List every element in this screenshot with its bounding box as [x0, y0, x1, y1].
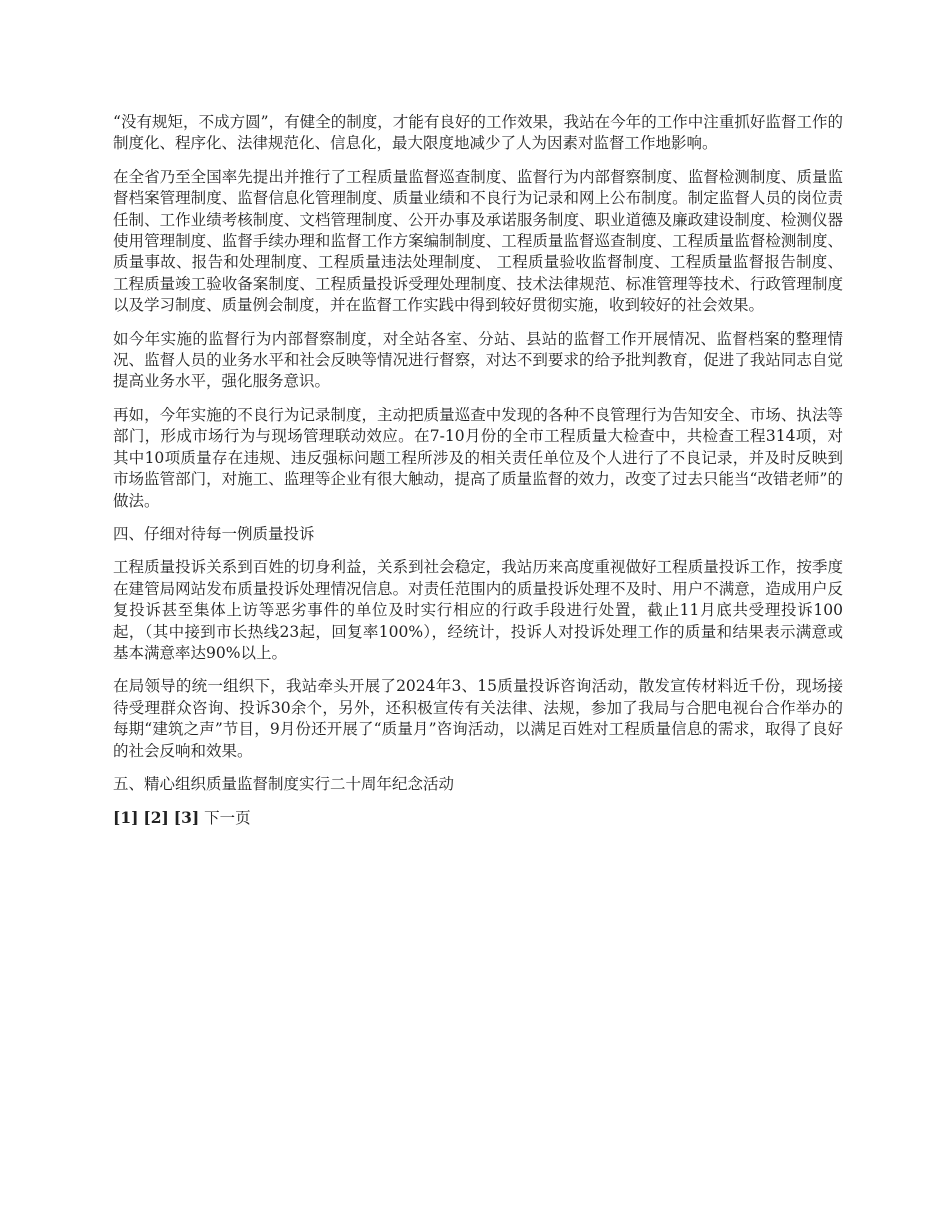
section-heading-5: 五、精心组织质量监督制度实行二十周年纪念活动	[113, 774, 455, 793]
next-page-link[interactable]: 下一页	[204, 809, 251, 828]
page-link-3[interactable]: [3]	[173, 808, 200, 828]
paragraph-bad-behavior: 再如，今年实施的不良行为记录制度，主动把质量巡查中发现的各种不良管理行为告知安全、市场、执法等部门，形成市场行为与现场管理联动效应。在7-10月份的全市工程质量大检查中，共检查工程314项，对其中10项质量存在违规、违反强标问题工程所涉及的相关责任单位及个人进行了不良记录，并及时反映到市场监管部门，对施工、监理等企业有很大触动，提高了质量监督的效力，改变了过去只能当“改错老师”的做法。	[113, 405, 843, 510]
paragraph-systems: 在全省乃至全国率先提出并推行了工程质量监督巡查制度、监督行为内部督察制度、监督检测制度、质量监督档案管理制度、监督信息化管理制度、质量业绩和不良行为记录和网上公布制度。制定监督人员的岗位责任制、工作业绩考核制度、文档管理制度、公开办事及承诺服务制度、职业道德及廉政建设制度、检测仪器使用管理制度、监督手续办理和监督工作方案编制制度、工程质量监督巡查制度、工程质量监督检测制度、质量事故、报告和处理制度、工程质量违法处理制度、 工程质量验收监督制度、工程质量监督报告制度、工程质量竣工验收备案制度、工程质量投诉受理处理制度、技术法律规范、标准管理等技术、行政管理制度以及学习制度、质量例会制度，并在监督工作实践中得到较好贯彻实施，收到较好的社会效果。	[113, 167, 843, 315]
pagination	[113, 807, 843, 829]
section-heading-4: 四、仔细对待每一例质量投诉	[113, 524, 315, 543]
page-link-2[interactable]: [2]	[143, 808, 169, 828]
article-body	[113, 112, 843, 830]
page-link-1[interactable]: [1]	[113, 808, 139, 828]
paragraph-intro: “没有规矩，不成方圆”，有健全的制度，才能有良好的工作效果，我站在今年的工作中注重抓好监督工作的制度化、程序化、法律规范化、信息化，最大限度地减少了人为因素对监督工作地影响。	[113, 113, 843, 153]
paragraph-activities: 在局领导的统一组织下，我站牵头开展了2024年3、15质量投诉咨询活动，散发宣传材料近千份，现场接待受理群众咨询、投诉30余个，另外，还积极宣传有关法律、法规，参加了我局与合肥电视台合作举办的每期“建筑之声”节目，9月份还开展了“质量月”咨询活动，以满足百姓对工程质量信息的需求，取得了良好的社会反响和效果。	[113, 677, 843, 760]
paragraph-complaints: 工程质量投诉关系到百姓的切身利益，关系到社会稳定，我站历来高度重视做好工程质量投诉工作，按季度在建管局网站发布质量投诉处理情况信息。对责任范围内的质量投诉处理不及时、用户不满意，造成用户反复投诉甚至集体上访等恶劣事件的单位及时实行相应的行政手段进行处置，截止11月底共受理投诉100起，（其中接到市长热线23起，回复率100%），经统计，投诉人对投诉处理工作的质量和结果表示满意或基本满意率达90%以上。	[113, 558, 843, 662]
paragraph-inspection: 如今年实施的监督行为内部督察制度，对全站各室、分站、县站的监督工作开展情况、监督档案的整理情况、监督人员的业务水平和社会反映等情况进行督察，对达不到要求的给予批判教育，促进了我站同志自觉提高业务水平，强化服务意识。	[113, 329, 843, 391]
